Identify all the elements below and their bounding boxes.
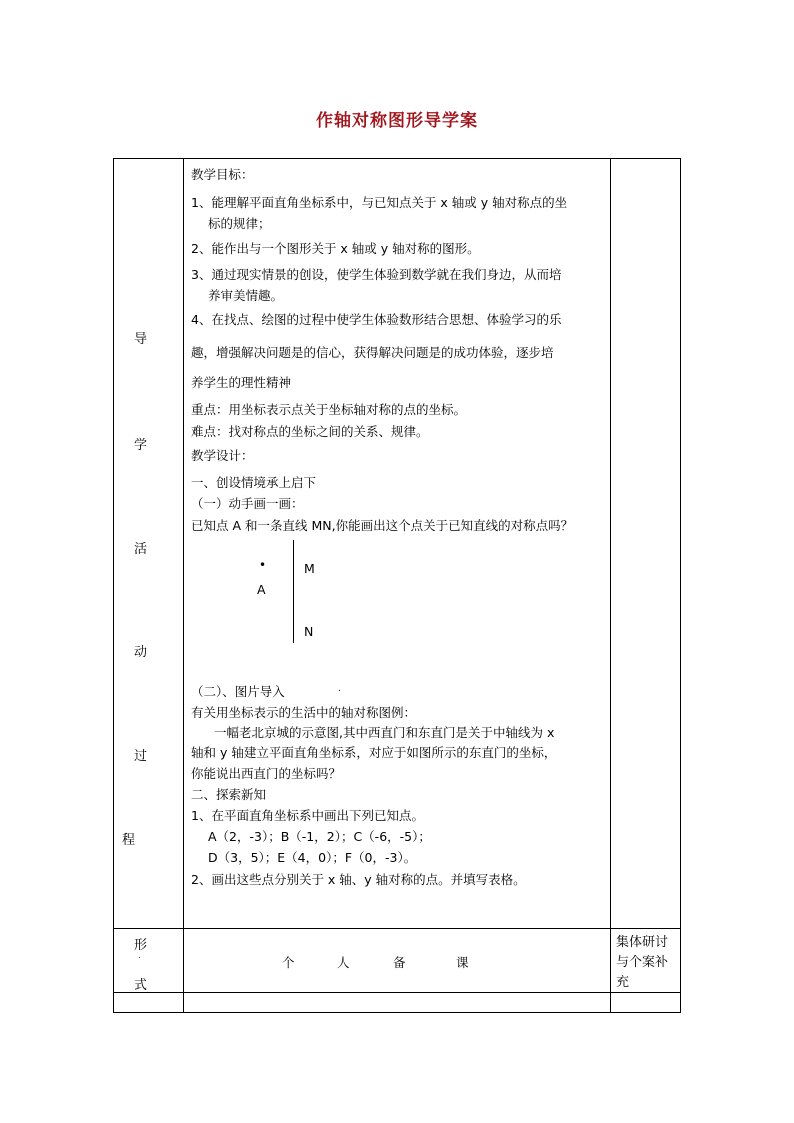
- stray-mark: .: [338, 684, 341, 694]
- point-a-label: A: [257, 582, 266, 597]
- goal-line: 养审美情趣。: [208, 288, 284, 303]
- goal-line: 4、在找点、绘图的过程中使学生体验数形结合思想、体验学习的乐: [191, 312, 562, 327]
- label-char: 程: [122, 833, 136, 848]
- key-point: 重点：用坐标表示点关于坐标轴对称的点的坐标。: [191, 402, 467, 417]
- subsection-heading: （二）、图片导入: [191, 684, 285, 699]
- question-text: 已知点 A 和一条直线 MN,你能画出这个点关于已知直线的对称点吗？: [191, 518, 574, 533]
- label-char: 导: [134, 332, 148, 347]
- personal-prep-char: 人: [337, 955, 350, 970]
- task-text: 1、在平面直角坐标系中画出下列已知点。: [191, 808, 424, 823]
- label-char: 学: [134, 438, 148, 453]
- point-a-dot: •: [259, 558, 267, 572]
- paragraph-line: 你能说出西直门的坐标吗？: [191, 766, 342, 781]
- line-label-m: M: [304, 561, 315, 576]
- goal-line: 1、能理解平面直角坐标系中，与已知点关于 x 轴或 y 轴对称点的坐: [191, 195, 568, 210]
- collective-label: 集体研讨: [616, 935, 669, 950]
- goal-line: 养学生的理性精神: [191, 375, 292, 390]
- paragraph-line: 一幅老北京城的示意图,其中西直门和东直门是关于中轴线为 x: [214, 725, 555, 740]
- intro-text: 有关用坐标表示的生活中的轴对称图例：: [191, 705, 417, 720]
- personal-prep-char: 课: [456, 955, 469, 970]
- goal-line: 趣，增强解决问题是的信心，获得解决问题是的成功体验，逐步培: [191, 345, 554, 360]
- personal-prep-char: 备: [393, 955, 406, 970]
- label-char: 活: [134, 542, 148, 557]
- points-list: D（3，5）；E（4，0）；F（0，-3）。: [208, 850, 417, 865]
- label-char: 动: [134, 645, 148, 660]
- goal-line: 标的规律；: [208, 216, 271, 231]
- subsection-heading: （一）动手画一画：: [191, 496, 304, 511]
- line-label-n: N: [304, 624, 314, 639]
- collective-label: 与个案补: [616, 955, 669, 970]
- goals-heading: 教学目标：: [191, 167, 254, 182]
- line-mn: [293, 540, 294, 643]
- design-heading: 教学设计：: [191, 448, 254, 463]
- goal-line: 3、通过现实情景的创设，使学生体验到数学就在我们身边，从而培: [191, 267, 562, 282]
- section-heading: 一、创设情境承上启下: [191, 475, 317, 490]
- difficulty: 难点：找对称点的坐标之间的关系、规律。: [191, 424, 429, 439]
- section-heading: 二、探索新知: [191, 787, 267, 802]
- page-title: 作轴对称图形导学案: [316, 111, 478, 131]
- form-label-char: 形: [134, 938, 148, 953]
- points-list: A（2，-3）；B（-1，2）；C（-6，-5）；: [208, 829, 431, 844]
- label-char: 过: [134, 749, 148, 764]
- task-text: 2、画出这些点分别关于 x 轴、y 轴对称的点。并填写表格。: [191, 872, 526, 887]
- form-label-dot: .: [138, 951, 141, 961]
- form-label-char: 式: [134, 978, 148, 993]
- personal-prep-char: 个: [282, 955, 295, 970]
- collective-label: 充: [616, 975, 630, 990]
- paragraph-line: 轴和 y 轴建立平面直角坐标系，对应于如图所示的东直门的坐标，: [191, 745, 557, 760]
- goal-line: 2、能作出与一个图形关于 x 轴或 y 轴对称的图形。: [191, 241, 480, 256]
